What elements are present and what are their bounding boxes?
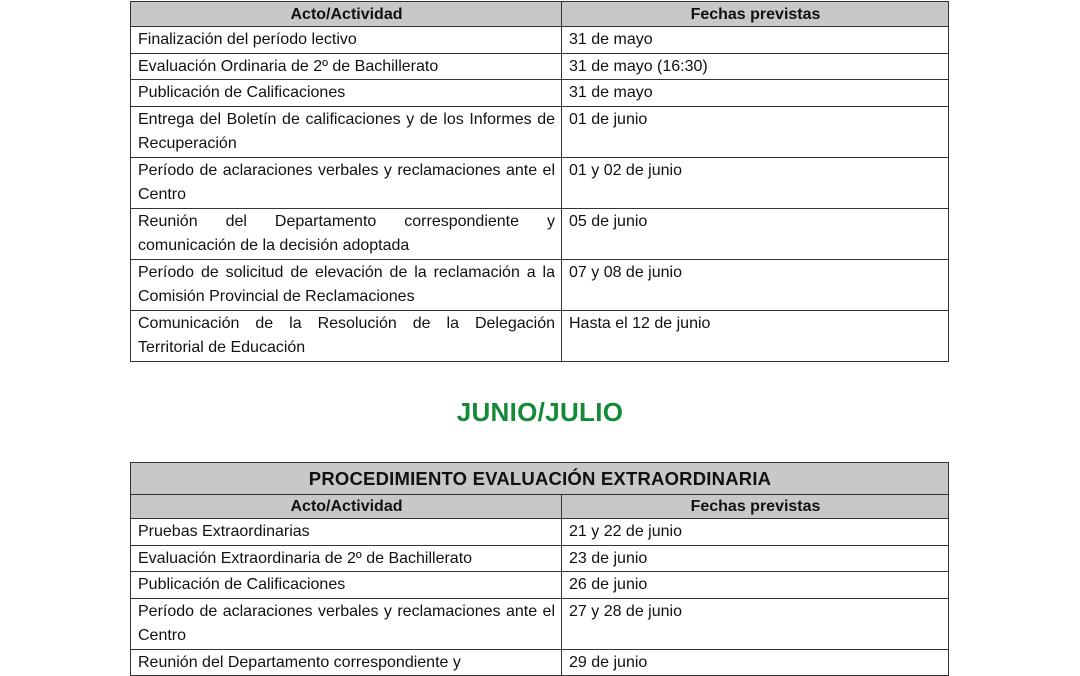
date-cell: 01 y 02 de junio bbox=[562, 157, 949, 208]
date-cell: 31 de mayo (16:30) bbox=[562, 53, 949, 80]
table-header-row bbox=[131, 2, 949, 27]
table-title-row bbox=[131, 463, 949, 495]
act-cell: Finalización del período lectivo bbox=[131, 27, 562, 54]
table-header-row bbox=[131, 495, 949, 519]
date-cell: 26 de junio bbox=[562, 572, 949, 599]
table-row bbox=[131, 545, 949, 572]
ordinary-evaluation-table bbox=[130, 1, 949, 362]
act-cell: Comunicación de la Resolución de la Delegación Territorial de Educación bbox=[131, 310, 562, 361]
column-header-dates: Fechas previstas bbox=[562, 2, 949, 27]
table-row bbox=[131, 598, 949, 649]
act-cell: Entrega del Boletín de calificaciones y de los Informes de Recuperación bbox=[131, 106, 562, 157]
act-cell: Evaluación Extraordinaria de 2º de Bachillerato bbox=[131, 545, 562, 572]
date-cell: 31 de mayo bbox=[562, 27, 949, 54]
date-cell: 21 y 22 de junio bbox=[562, 519, 949, 546]
date-cell: 01 de junio bbox=[562, 106, 949, 157]
table-row bbox=[131, 572, 949, 599]
date-cell: 27 y 28 de junio bbox=[562, 598, 949, 649]
act-cell: Reunión del Departamento correspondiente y bbox=[131, 649, 562, 676]
date-cell: 23 de junio bbox=[562, 545, 949, 572]
table-row bbox=[131, 519, 949, 546]
column-header-dates: Fechas previstas bbox=[562, 495, 949, 519]
column-header-act: Acto/Actividad bbox=[131, 495, 562, 519]
act-cell: Publicación de Calificaciones bbox=[131, 572, 562, 599]
table-row bbox=[131, 208, 949, 259]
table-title: PROCEDIMIENTO EVALUACIÓN EXTRAORDINARIA bbox=[131, 463, 949, 495]
table-row bbox=[131, 259, 949, 310]
date-cell: 31 de mayo bbox=[562, 80, 949, 107]
act-cell: Período de solicitud de elevación de la reclamación a la Comisión Provincial de Reclamaciones bbox=[131, 259, 562, 310]
act-cell: Período de aclaraciones verbales y reclamaciones ante el Centro bbox=[131, 157, 562, 208]
date-cell: 29 de junio bbox=[562, 649, 949, 676]
act-cell: Publicación de Calificaciones bbox=[131, 80, 562, 107]
act-cell: Pruebas Extraordinarias bbox=[131, 519, 562, 546]
table-row bbox=[131, 53, 949, 80]
act-cell: Período de aclaraciones verbales y reclamaciones ante el Centro bbox=[131, 598, 562, 649]
column-header-act: Acto/Actividad bbox=[131, 2, 562, 27]
table-row bbox=[131, 80, 949, 107]
extraordinary-evaluation-table bbox=[130, 462, 949, 676]
date-cell: Hasta el 12 de junio bbox=[562, 310, 949, 361]
act-cell: Reunión del Departamento correspondiente y comunicación de la decisión adoptada bbox=[131, 208, 562, 259]
table-row bbox=[131, 310, 949, 361]
table-row bbox=[131, 157, 949, 208]
table-row bbox=[131, 106, 949, 157]
table-row bbox=[131, 27, 949, 54]
act-cell: Evaluación Ordinaria de 2º de Bachillerato bbox=[131, 53, 562, 80]
section-heading: JUNIO/JULIO bbox=[456, 397, 624, 427]
date-cell: 05 de junio bbox=[562, 208, 949, 259]
date-cell: 07 y 08 de junio bbox=[562, 259, 949, 310]
table-row bbox=[131, 649, 949, 676]
